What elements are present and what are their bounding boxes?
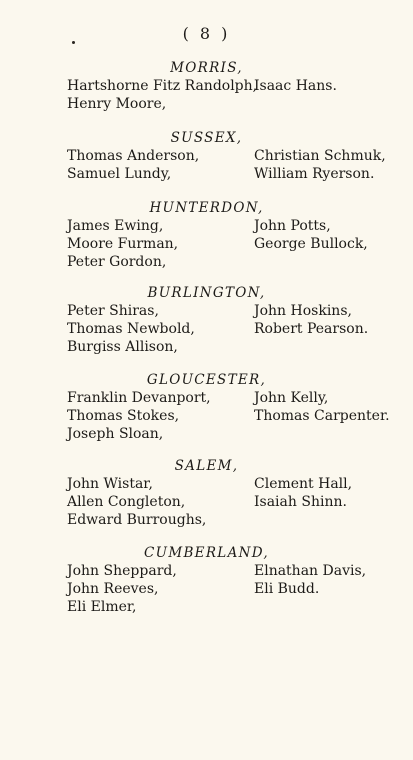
person-name: Clement Hall,: [254, 476, 353, 492]
person-name: Samuel Lundy,: [67, 166, 172, 182]
person-name: George Bullock,: [254, 236, 368, 252]
person-name: Thomas Anderson,: [67, 148, 200, 164]
person-name: Allen Congleton,: [67, 494, 186, 510]
person-name: John Wistar,: [67, 476, 153, 492]
person-name: Eli Budd.: [254, 581, 320, 597]
name-row: [0, 512, 413, 532]
person-name: Christian Schmuk,: [254, 148, 386, 164]
person-name: John Potts,: [254, 218, 331, 234]
name-row: [0, 599, 413, 619]
person-name: Peter Shiras,: [67, 303, 159, 319]
name-row: [0, 78, 413, 98]
person-name: Burgiss Allison,: [67, 339, 178, 355]
name-row: [0, 563, 413, 583]
county-heading: MORRIS,: [170, 60, 243, 76]
name-row: [0, 390, 413, 410]
person-name: William Ryerson.: [254, 166, 375, 182]
name-row: [0, 218, 413, 238]
county-heading: GLOUCESTER,: [146, 372, 267, 388]
name-row: [0, 476, 413, 496]
person-name: Hartshorne Fitz Randolph,: [67, 78, 258, 94]
county-heading: CUMBERLAND,: [144, 545, 269, 561]
person-name: Thomas Stokes,: [67, 408, 180, 424]
person-name: John Hoskins,: [254, 303, 352, 319]
person-name: James Ewing,: [67, 218, 164, 234]
person-name: Elnathan Davis,: [254, 563, 367, 579]
person-name: Robert Pearson.: [254, 321, 369, 337]
name-row: [0, 303, 413, 323]
person-name: Henry Moore,: [67, 96, 167, 112]
person-name: Peter Gordon,: [67, 254, 167, 270]
person-name: John Reeves,: [67, 581, 159, 597]
county-heading: SALEM,: [174, 458, 239, 474]
name-row: [0, 321, 413, 341]
ink-speck: [72, 41, 75, 44]
county-heading: BURLINGTON,: [147, 285, 266, 301]
name-row: [0, 426, 413, 446]
person-name: Thomas Carpenter.: [254, 408, 390, 424]
name-row: [0, 581, 413, 601]
page-number: ( 8 ): [182, 24, 231, 43]
county-heading: HUNTERDON,: [149, 200, 264, 216]
person-name: Edward Burroughs,: [67, 512, 207, 528]
name-row: [0, 148, 413, 168]
person-name: Joseph Sloan,: [67, 426, 164, 442]
name-row: [0, 254, 413, 274]
name-row: [0, 236, 413, 256]
person-name: Isaac Hans.: [254, 78, 337, 94]
name-row: [0, 339, 413, 359]
person-name: Franklin Devanport,: [67, 390, 211, 406]
name-row: [0, 408, 413, 428]
person-name: John Kelly,: [254, 390, 329, 406]
name-row: [0, 96, 413, 116]
person-name: Eli Elmer,: [67, 599, 137, 615]
county-heading: SUSSEX,: [170, 130, 243, 146]
name-row: [0, 494, 413, 514]
person-name: John Sheppard,: [67, 563, 177, 579]
person-name: Isaiah Shinn.: [254, 494, 347, 510]
name-row: [0, 166, 413, 186]
person-name: Moore Furman,: [67, 236, 179, 252]
person-name: Thomas Newbold,: [67, 321, 195, 337]
